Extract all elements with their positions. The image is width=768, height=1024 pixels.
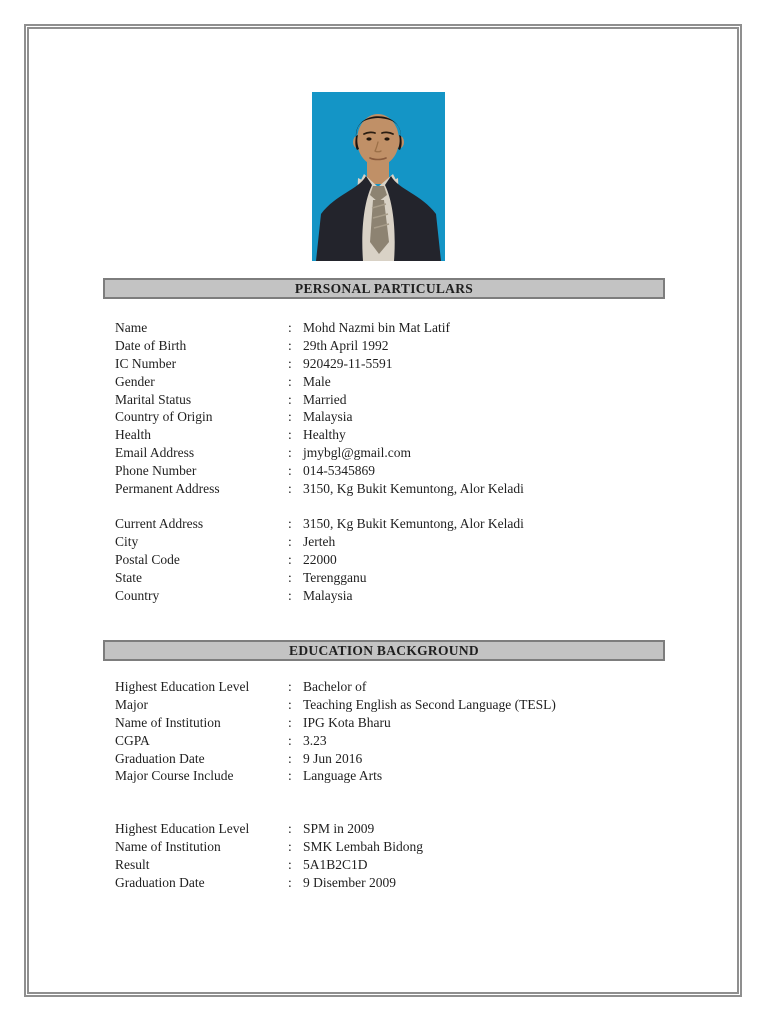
field-row: [115, 319, 685, 337]
field-value: 29th April 1992: [303, 337, 389, 353]
field-value: SPM in 2009: [303, 821, 375, 836]
field-label: Graduation Date: [115, 750, 205, 766]
field-row: [115, 874, 685, 892]
field-label: Graduation Date: [115, 874, 205, 890]
field-separator: :: [288, 516, 292, 531]
field-value: Bachelor of: [303, 679, 367, 694]
field-separator: :: [288, 463, 292, 479]
personal-fields-group-2: [115, 515, 685, 604]
field-separator: :: [288, 337, 292, 353]
field-value: 920429-11-5591: [303, 355, 393, 371]
field-row: [115, 569, 685, 587]
section-header-personal-particulars: [103, 278, 665, 299]
field-separator: :: [288, 821, 292, 836]
portrait-illustration: [312, 92, 445, 261]
field-separator: :: [288, 856, 292, 872]
field-label: Major Course Include: [115, 768, 234, 784]
field-label: City: [115, 533, 139, 549]
field-row: [115, 480, 685, 498]
field-separator: :: [288, 714, 292, 730]
field-value: Mohd Nazmi bin Mat Latif: [303, 320, 450, 335]
field-value: Terengganu: [303, 569, 367, 585]
field-separator: :: [288, 533, 292, 549]
field-label: Marital Status: [115, 391, 192, 407]
field-value: 9 Disember 2009: [303, 874, 396, 890]
field-separator: :: [288, 838, 292, 854]
field-row: [115, 408, 685, 426]
field-label: Name of Institution: [115, 838, 221, 854]
field-row: [115, 533, 685, 551]
person-eye-right: [384, 137, 389, 140]
field-separator: :: [288, 874, 292, 890]
field-value: Healthy: [303, 427, 346, 443]
field-value: 3150, Kg Bukit Kemuntong, Alor Keladi: [303, 516, 524, 531]
field-label: Postal Code: [115, 551, 180, 567]
field-separator: :: [288, 427, 292, 443]
field-value: Married: [303, 391, 347, 407]
field-separator: :: [288, 355, 292, 371]
field-row: [115, 426, 685, 444]
person-eye-left: [366, 137, 371, 140]
field-label: Email Address: [115, 445, 195, 461]
field-row: [115, 355, 685, 373]
field-row: [115, 750, 685, 768]
field-row: [115, 767, 685, 785]
field-value: 9 Jun 2016: [303, 750, 363, 766]
field-row: [115, 587, 685, 605]
field-row: [115, 856, 685, 874]
field-value: 3150, Kg Bukit Kemuntong, Alor Keladi: [303, 481, 524, 497]
field-row: [115, 714, 685, 732]
field-separator: :: [288, 768, 292, 784]
field-label: Major: [115, 696, 148, 712]
person-face: [357, 114, 399, 166]
field-separator: :: [288, 679, 292, 694]
field-value: Malaysia: [303, 587, 353, 603]
field-value: jmybgl@gmail.com: [303, 445, 412, 461]
field-separator: :: [288, 732, 292, 748]
field-label: Permanent Address: [115, 481, 220, 497]
field-separator: :: [288, 587, 292, 603]
field-separator: :: [288, 409, 292, 425]
field-value: 5A1B2C1D: [303, 856, 368, 872]
field-row: [115, 337, 685, 355]
field-separator: :: [288, 569, 292, 585]
field-separator: :: [288, 320, 292, 335]
field-separator: :: [288, 481, 292, 497]
field-label: CGPA: [115, 732, 150, 748]
field-row: [115, 678, 685, 696]
field-label: Highest Education Level: [115, 821, 250, 836]
field-row: [115, 838, 685, 856]
field-label: Highest Education Level: [115, 679, 250, 694]
field-label: Name of Institution: [115, 714, 221, 730]
field-row: [115, 696, 685, 714]
field-separator: :: [288, 551, 292, 567]
field-label: Result: [115, 856, 150, 872]
field-label: Gender: [115, 373, 155, 389]
field-value: Language Arts: [303, 768, 383, 784]
section-title: EDUCATION BACKGROUND: [289, 642, 479, 658]
field-label: Health: [115, 427, 151, 443]
field-label: Current Address: [115, 516, 204, 531]
field-label: State: [115, 569, 142, 585]
field-separator: :: [288, 696, 292, 712]
field-row: [115, 515, 685, 533]
field-label: Country of Origin: [115, 409, 213, 425]
section-title: PERSONAL PARTICULARS: [294, 280, 474, 296]
education-fields-group-2: [115, 820, 685, 892]
field-row: [115, 373, 685, 391]
field-value: 014-5345869: [303, 463, 375, 479]
portrait-photo: [312, 92, 445, 261]
personal-fields-group-1: [115, 319, 685, 498]
field-value: Teaching English as Second Language (TESL): [303, 696, 556, 712]
education-fields-group-1: [115, 678, 685, 785]
field-row: [115, 391, 685, 409]
field-label: Country: [115, 587, 160, 603]
field-row: [115, 551, 685, 569]
section-header-education-background: [103, 640, 665, 661]
field-label: Date of Birth: [115, 337, 187, 353]
field-row: [115, 462, 685, 480]
field-label: IC Number: [115, 355, 177, 371]
field-value: Male: [303, 373, 331, 389]
field-value: SMK Lembah Bidong: [303, 838, 423, 854]
field-value: 3.23: [303, 732, 327, 748]
field-row: [115, 732, 685, 750]
field-value: 22000: [303, 551, 337, 567]
field-separator: :: [288, 373, 292, 389]
field-separator: :: [288, 750, 292, 766]
field-value: Jerteh: [303, 533, 336, 549]
field-label: Phone Number: [115, 463, 197, 479]
field-separator: :: [288, 391, 292, 407]
field-value: IPG Kota Bharu: [303, 714, 391, 730]
field-value: Malaysia: [303, 409, 353, 425]
field-separator: :: [288, 445, 292, 461]
field-row: [115, 444, 685, 462]
field-row: [115, 820, 685, 838]
field-label: Name: [115, 320, 148, 335]
